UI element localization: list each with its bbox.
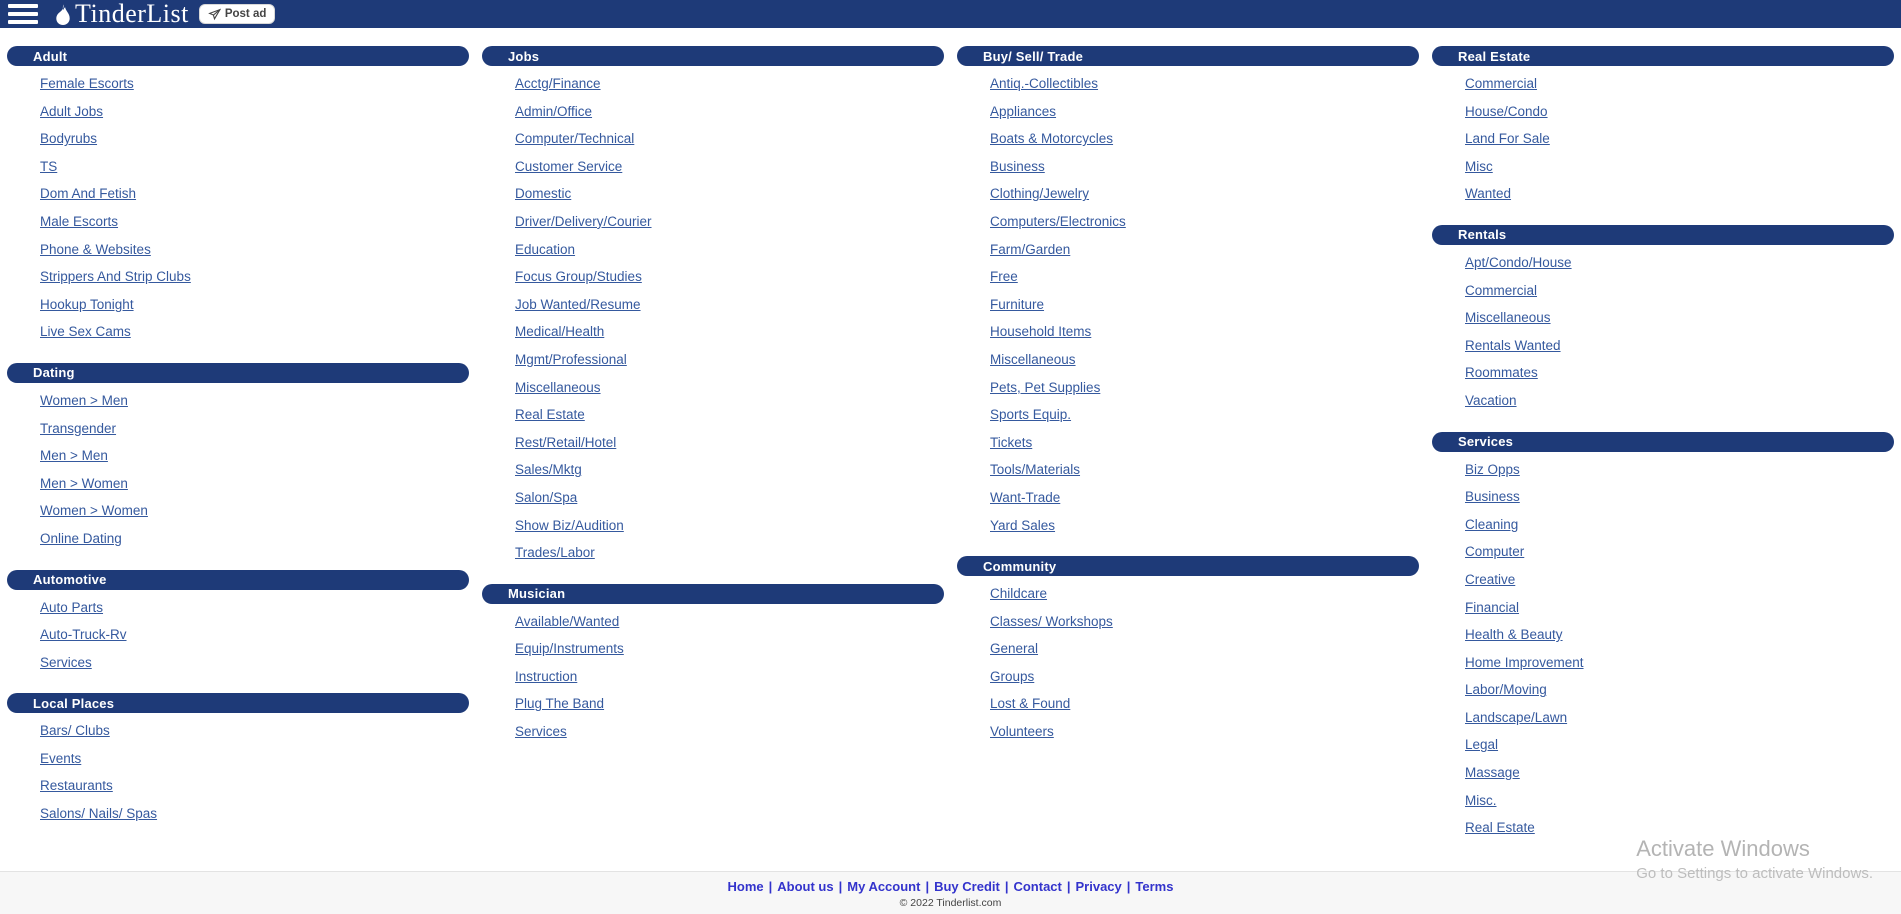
category-link-want-trade[interactable]: Want-Trade — [990, 489, 1061, 505]
category-link-computers-electronics[interactable]: Computers/Electronics — [990, 213, 1126, 229]
category-link-financial[interactable]: Financial — [1465, 599, 1520, 615]
section-header-dating — [7, 363, 469, 383]
section-dating — [7, 363, 469, 553]
category-link-show-biz-audition[interactable]: Show Biz/Audition — [515, 517, 624, 533]
category-link-admin-office[interactable]: Admin/Office — [515, 103, 593, 119]
category-link-female-escorts[interactable]: Female Escorts — [40, 76, 134, 91]
category-link-live-sex-cams[interactable]: Live Sex Cams — [40, 324, 131, 340]
footer-link-buy-credit[interactable]: Buy Credit — [934, 879, 1000, 894]
category-link-groups[interactable]: Groups — [990, 668, 1035, 684]
section-community — [957, 556, 1419, 746]
footer-separator: | — [925, 879, 930, 894]
section-header-real-estate — [1432, 46, 1894, 66]
section-header-adult — [7, 46, 469, 66]
footer-separator: | — [838, 879, 843, 894]
section-title: Musician — [508, 586, 566, 602]
category-link-bars-clubs[interactable]: Bars/ Clubs — [40, 723, 110, 739]
category-link-hookup-tonight[interactable]: Hookup Tonight — [40, 296, 134, 312]
category-link-medical-health[interactable]: Medical/Health — [515, 324, 605, 340]
footer-link-home[interactable]: Home — [727, 879, 764, 894]
section-services — [1432, 432, 1894, 842]
category-link-ts[interactable]: TS — [40, 158, 58, 174]
category-link-instruction[interactable]: Instruction — [515, 668, 578, 684]
category-link-land-for-sale[interactable]: Land For Sale — [1465, 131, 1550, 147]
category-link-home-improvement[interactable]: Home Improvement — [1465, 654, 1584, 670]
category-link-events[interactable]: Events — [40, 750, 82, 766]
footer-link-my-account[interactable]: My Account — [847, 879, 921, 894]
category-link-rest-retail-hotel[interactable]: Rest/Retail/Hotel — [515, 434, 617, 450]
category-link-available-wanted[interactable]: Available/Wanted — [515, 613, 620, 629]
category-link-tickets[interactable]: Tickets — [990, 434, 1033, 450]
section-adult — [7, 46, 469, 346]
category-link-men-women[interactable]: Men > Women — [40, 475, 128, 491]
category-link-miscellaneous[interactable]: Miscellaneous — [990, 351, 1076, 367]
category-link-massage[interactable]: Massage — [1465, 765, 1520, 781]
category-link-acctg-finance[interactable]: Acctg/Finance — [515, 76, 601, 91]
category-link-boats-motorcycles[interactable]: Boats & Motorcycles — [990, 131, 1114, 147]
category-link-landscape-lawn[interactable]: Landscape/Lawn — [1465, 709, 1568, 725]
category-link-sports-equip[interactable]: Sports Equip. — [990, 407, 1072, 423]
category-link-misc[interactable]: Misc. — [1465, 792, 1497, 808]
category-link-dom-and-fetish[interactable]: Dom And Fetish — [40, 186, 137, 202]
category-link-clothing-jewelry[interactable]: Clothing/Jewelry — [990, 186, 1090, 202]
category-link-services[interactable]: Services — [515, 724, 567, 740]
post-ad-label: Post ad — [224, 8, 267, 20]
footer-separator: | — [768, 879, 773, 894]
category-link-salon-spa[interactable]: Salon/Spa — [515, 489, 578, 505]
category-link-household-items[interactable]: Household Items — [990, 324, 1092, 340]
category-link-mgmt-professional[interactable]: Mgmt/Professional — [515, 351, 627, 367]
category-link-women-women[interactable]: Women > Women — [40, 503, 148, 519]
top-navigation-bar — [0, 0, 1901, 28]
category-link-driver-delivery-courier[interactable]: Driver/Delivery/Courier — [515, 213, 652, 229]
send-paper-plane-icon — [208, 8, 221, 21]
category-link-tools-materials[interactable]: Tools/Materials — [990, 462, 1081, 478]
category-link-labor-moving[interactable]: Labor/Moving — [1465, 682, 1547, 698]
category-link-antiq-collectibles[interactable]: Antiq.-Collectibles — [990, 76, 1099, 91]
category-link-adult-jobs[interactable]: Adult Jobs — [40, 103, 104, 119]
category-link-male-escorts[interactable]: Male Escorts — [40, 213, 119, 229]
section-local-places — [7, 693, 469, 827]
category-column-4 — [1432, 46, 1894, 859]
hamburger-menu-icon[interactable] — [8, 4, 38, 24]
section-title: Jobs — [508, 48, 540, 64]
category-link-restaurants[interactable]: Restaurants — [40, 778, 113, 794]
category-column-1 — [7, 46, 469, 845]
category-link-legal[interactable]: Legal — [1465, 737, 1499, 753]
category-link-auto-parts[interactable]: Auto Parts — [40, 599, 104, 615]
section-automotive — [7, 570, 469, 677]
category-link-classes-workshops[interactable]: Classes/ Workshops — [990, 613, 1113, 629]
category-link-education[interactable]: Education — [515, 241, 576, 257]
category-link-transgender[interactable]: Transgender — [40, 420, 117, 436]
section-title: Adult — [33, 48, 68, 64]
category-link-salons-nails-spas[interactable]: Salons/ Nails/ Spas — [40, 806, 158, 822]
brand-logo[interactable] — [46, 0, 189, 29]
category-link-house-condo[interactable]: House/Condo — [1465, 103, 1548, 119]
category-link-furniture[interactable]: Furniture — [990, 296, 1045, 312]
category-link-focus-group-studies[interactable]: Focus Group/Studies — [515, 269, 642, 285]
category-link-appliances[interactable]: Appliances — [990, 103, 1057, 119]
category-link-misc[interactable]: Misc — [1465, 158, 1493, 174]
category-link-women-men[interactable]: Women > Men — [40, 392, 128, 408]
footer-separator: | — [1004, 879, 1009, 894]
category-link-trades-labor[interactable]: Trades/Labor — [515, 545, 595, 561]
category-grid — [0, 46, 1901, 859]
section-header-rentals — [1432, 225, 1894, 245]
category-link-lost-found[interactable]: Lost & Found — [990, 696, 1071, 712]
category-column-2 — [482, 46, 944, 763]
category-link-creative[interactable]: Creative — [1465, 571, 1516, 587]
category-link-rentals-wanted[interactable]: Rentals Wanted — [1465, 337, 1561, 353]
post-ad-button[interactable] — [199, 4, 276, 24]
category-link-general[interactable]: General — [990, 641, 1039, 657]
footer-link-about-us[interactable]: About us — [777, 879, 834, 894]
category-link-real-estate[interactable]: Real Estate — [515, 407, 585, 423]
category-link-sales-mktg[interactable]: Sales/Mktg — [515, 462, 582, 478]
brand-name: TinderList — [75, 0, 189, 28]
footer-link-privacy[interactable]: Privacy — [1075, 879, 1122, 894]
section-rentals — [1432, 225, 1894, 415]
category-link-services[interactable]: Services — [40, 654, 92, 670]
category-link-farm-garden[interactable]: Farm/Garden — [990, 241, 1071, 257]
section-musician — [482, 584, 944, 746]
section-header-musician — [482, 584, 944, 604]
section-header-buy-sell-trade — [957, 46, 1419, 66]
category-link-biz-opps[interactable]: Biz Opps — [1465, 461, 1520, 477]
category-link-equip-instruments[interactable]: Equip/Instruments — [515, 641, 624, 657]
section-header-automotive — [7, 570, 469, 590]
category-link-roommates[interactable]: Roommates — [1465, 365, 1538, 381]
section-title: Community — [983, 558, 1057, 574]
section-header-community — [957, 556, 1419, 576]
category-link-phone-websites[interactable]: Phone & Websites — [40, 241, 151, 257]
footer-separator: | — [1066, 879, 1071, 894]
category-link-customer-service[interactable]: Customer Service — [515, 158, 623, 174]
category-link-real-estate[interactable]: Real Estate — [1465, 820, 1535, 836]
category-link-plug-the-band[interactable]: Plug The Band — [515, 696, 605, 712]
category-link-men-men[interactable]: Men > Men — [40, 448, 108, 464]
category-link-computer[interactable]: Computer — [1465, 544, 1525, 560]
section-title: Dating — [33, 365, 75, 381]
category-link-computer-technical[interactable]: Computer/Technical — [515, 131, 635, 147]
category-link-childcare[interactable]: Childcare — [990, 586, 1048, 602]
section-header-services — [1432, 432, 1894, 452]
copyright-text: © 2022 Tinderlist.com — [899, 897, 1002, 909]
section-buy-sell-trade — [957, 46, 1419, 539]
section-title: Automotive — [33, 572, 107, 587]
section-title: Buy/ Sell/ Trade — [983, 48, 1084, 64]
category-link-domestic[interactable]: Domestic — [515, 186, 572, 202]
category-link-vacation[interactable]: Vacation — [1465, 392, 1517, 408]
section-jobs — [482, 46, 944, 567]
footer-link-terms[interactable]: Terms — [1135, 879, 1174, 894]
category-column-3 — [957, 46, 1419, 763]
category-link-free[interactable]: Free — [990, 269, 1018, 285]
section-header-jobs — [482, 46, 944, 66]
category-link-yard-sales[interactable]: Yard Sales — [990, 517, 1056, 533]
watermark-line1: Activate Windows — [1636, 836, 1810, 861]
footer-link-contact[interactable]: Contact — [1013, 879, 1062, 894]
category-link-online-dating[interactable]: Online Dating — [40, 530, 122, 546]
category-link-strippers-and-strip-clubs[interactable]: Strippers And Strip Clubs — [40, 269, 191, 285]
category-link-miscellaneous[interactable]: Miscellaneous — [1465, 310, 1551, 326]
footer-separator: | — [1126, 879, 1131, 894]
category-link-volunteers[interactable]: Volunteers — [990, 724, 1054, 740]
section-real-estate — [1432, 46, 1894, 208]
flame-icon — [52, 2, 74, 26]
section-title: Services — [1458, 434, 1514, 450]
category-link-apt-condo-house[interactable]: Apt/Condo/House — [1465, 254, 1572, 270]
section-title: Real Estate — [1458, 48, 1531, 64]
category-link-commercial[interactable]: Commercial — [1465, 76, 1538, 91]
watermark-line2: Go to Settings to activate Windows. — [1636, 865, 1873, 882]
category-link-bodyrubs[interactable]: Bodyrubs — [40, 131, 98, 147]
section-header-local-places — [7, 693, 469, 713]
category-link-business[interactable]: Business — [1465, 489, 1520, 505]
section-title: Local Places — [33, 695, 115, 711]
category-link-wanted[interactable]: Wanted — [1465, 186, 1512, 202]
category-link-miscellaneous[interactable]: Miscellaneous — [515, 379, 601, 395]
footer-links — [0, 879, 1901, 894]
category-link-business[interactable]: Business — [990, 158, 1045, 174]
category-link-job-wanted-resume[interactable]: Job Wanted/Resume — [515, 296, 641, 312]
footer — [0, 871, 1901, 914]
section-title: Rentals — [1458, 227, 1507, 243]
category-link-health-beauty[interactable]: Health & Beauty — [1465, 627, 1563, 643]
category-link-auto-truck-rv[interactable]: Auto-Truck-Rv — [40, 627, 127, 643]
category-link-pets-pet-supplies[interactable]: Pets, Pet Supplies — [990, 379, 1101, 395]
category-link-commercial[interactable]: Commercial — [1465, 282, 1538, 298]
category-link-cleaning[interactable]: Cleaning — [1465, 516, 1519, 532]
